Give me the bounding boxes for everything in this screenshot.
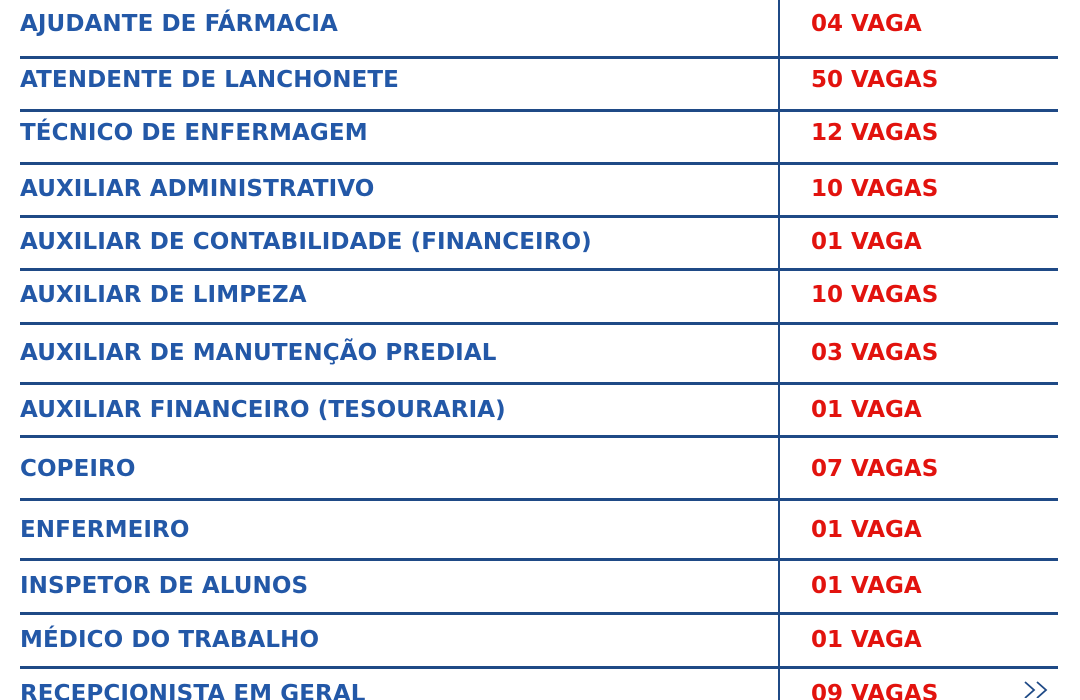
job-title: ENFERMEIRO xyxy=(20,517,190,543)
row-divider xyxy=(20,56,1058,59)
job-title: AUXILIAR FINANCEIRO (TESOURARIA) xyxy=(20,397,506,423)
row-divider xyxy=(20,666,1058,669)
vacancy-count: 07 VAGAS xyxy=(811,456,939,482)
job-title: AUXILIAR DE MANUTENÇÃO PREDIAL xyxy=(20,340,497,366)
vacancy-count: 01 VAGA xyxy=(811,517,922,543)
row-divider xyxy=(20,382,1058,385)
job-title: COPEIRO xyxy=(20,456,136,482)
row-divider xyxy=(20,322,1058,325)
column-divider xyxy=(778,0,780,700)
vacancy-count: 09 VAGAS xyxy=(811,681,939,700)
job-title: AUXILIAR ADMINISTRATIVO xyxy=(20,176,375,202)
vacancy-count: 50 VAGAS xyxy=(811,67,939,93)
vacancy-count: 03 VAGAS xyxy=(811,340,939,366)
vacancy-count: 10 VAGAS xyxy=(811,176,939,202)
job-title: INSPETOR DE ALUNOS xyxy=(20,573,309,599)
job-title: AUXILIAR DE CONTABILIDADE (FINANCEIRO) xyxy=(20,229,592,255)
job-title: AUXILIAR DE LIMPEZA xyxy=(20,282,307,308)
vacancy-count: 12 VAGAS xyxy=(811,120,939,146)
row-divider xyxy=(20,109,1058,112)
vacancy-count: 10 VAGAS xyxy=(811,282,939,308)
row-divider xyxy=(20,268,1058,271)
job-title: MÉDICO DO TRABALHO xyxy=(20,627,320,653)
job-title: RECEPCIONISTA EM GERAL xyxy=(20,681,366,700)
row-divider xyxy=(20,558,1058,561)
job-title: ATENDENTE DE LANCHONETE xyxy=(20,67,399,93)
row-divider xyxy=(20,435,1058,438)
row-divider xyxy=(20,498,1058,501)
job-title: AJUDANTE DE FÁRMACIA xyxy=(20,11,338,37)
chevron-double-right-icon xyxy=(1022,678,1056,698)
row-divider xyxy=(20,215,1058,218)
job-title: TÉCNICO DE ENFERMAGEM xyxy=(20,120,368,146)
vacancy-count: 01 VAGA xyxy=(811,573,922,599)
vacancy-count: 01 VAGA xyxy=(811,627,922,653)
vacancy-count: 01 VAGA xyxy=(811,229,922,255)
vacancy-count: 04 VAGA xyxy=(811,11,922,37)
vacancy-count: 01 VAGA xyxy=(811,397,922,423)
row-divider xyxy=(20,162,1058,165)
row-divider xyxy=(20,612,1058,615)
